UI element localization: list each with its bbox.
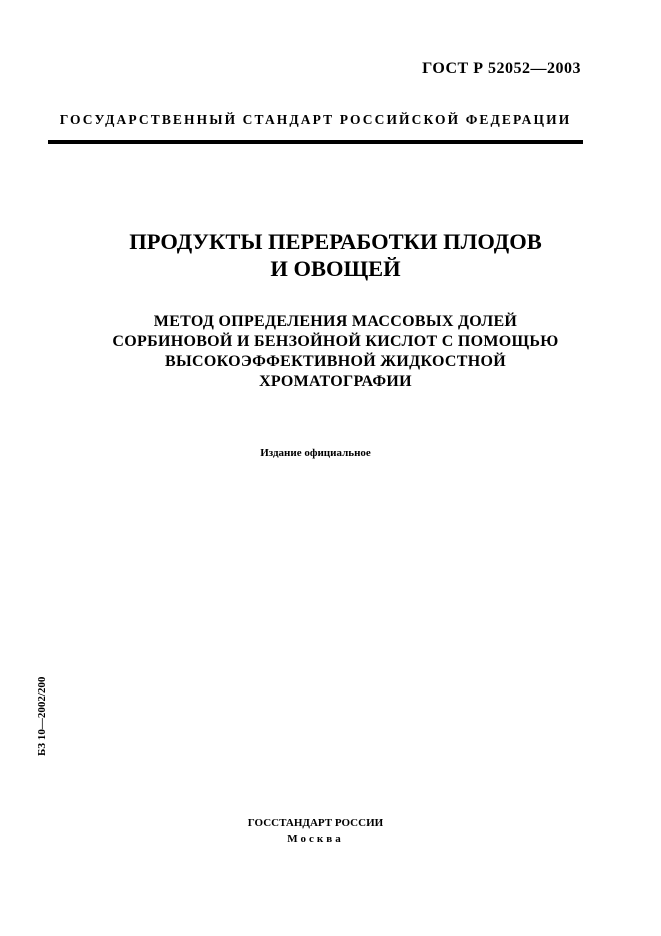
publisher-block [48, 815, 583, 847]
publisher-city: Москва [287, 833, 344, 845]
subtitle [48, 312, 623, 392]
main-title-line: ПРОДУКТЫ ПЕРЕРАБОТКИ ПЛОДОВ [129, 229, 542, 254]
state-standard-header: ГОСУДАРСТВЕННЫЙ СТАНДАРТ РОССИЙСКОЙ ФЕДЕРАЦИИ [59, 112, 572, 127]
main-title-line: И ОВОЩЕЙ [270, 256, 401, 281]
document-code: ГОСТ Р 52052—2003 [422, 60, 581, 77]
subtitle-line: ХРОМАТОГРАФИИ [259, 373, 412, 390]
publisher-name: ГОССТАНДАРТ РОССИИ [247, 817, 384, 829]
main-title [48, 228, 623, 282]
subtitle-line: СОРБИНОВОЙ И БЕНЗОЙНОЙ КИСЛОТ С ПОМОЩЬЮ [112, 333, 559, 350]
subtitle-line: ВЫСОКОЭФФЕКТИВНОЙ ЖИДКОСТНОЙ [165, 353, 506, 370]
subtitle-line: МЕТОД ОПРЕДЕЛЕНИЯ МАССОВЫХ ДОЛЕЙ [153, 313, 518, 330]
side-code: БЗ 10—2002/200 [36, 676, 48, 756]
header-divider [48, 140, 583, 144]
edition-label: Издание официальное [260, 447, 371, 459]
